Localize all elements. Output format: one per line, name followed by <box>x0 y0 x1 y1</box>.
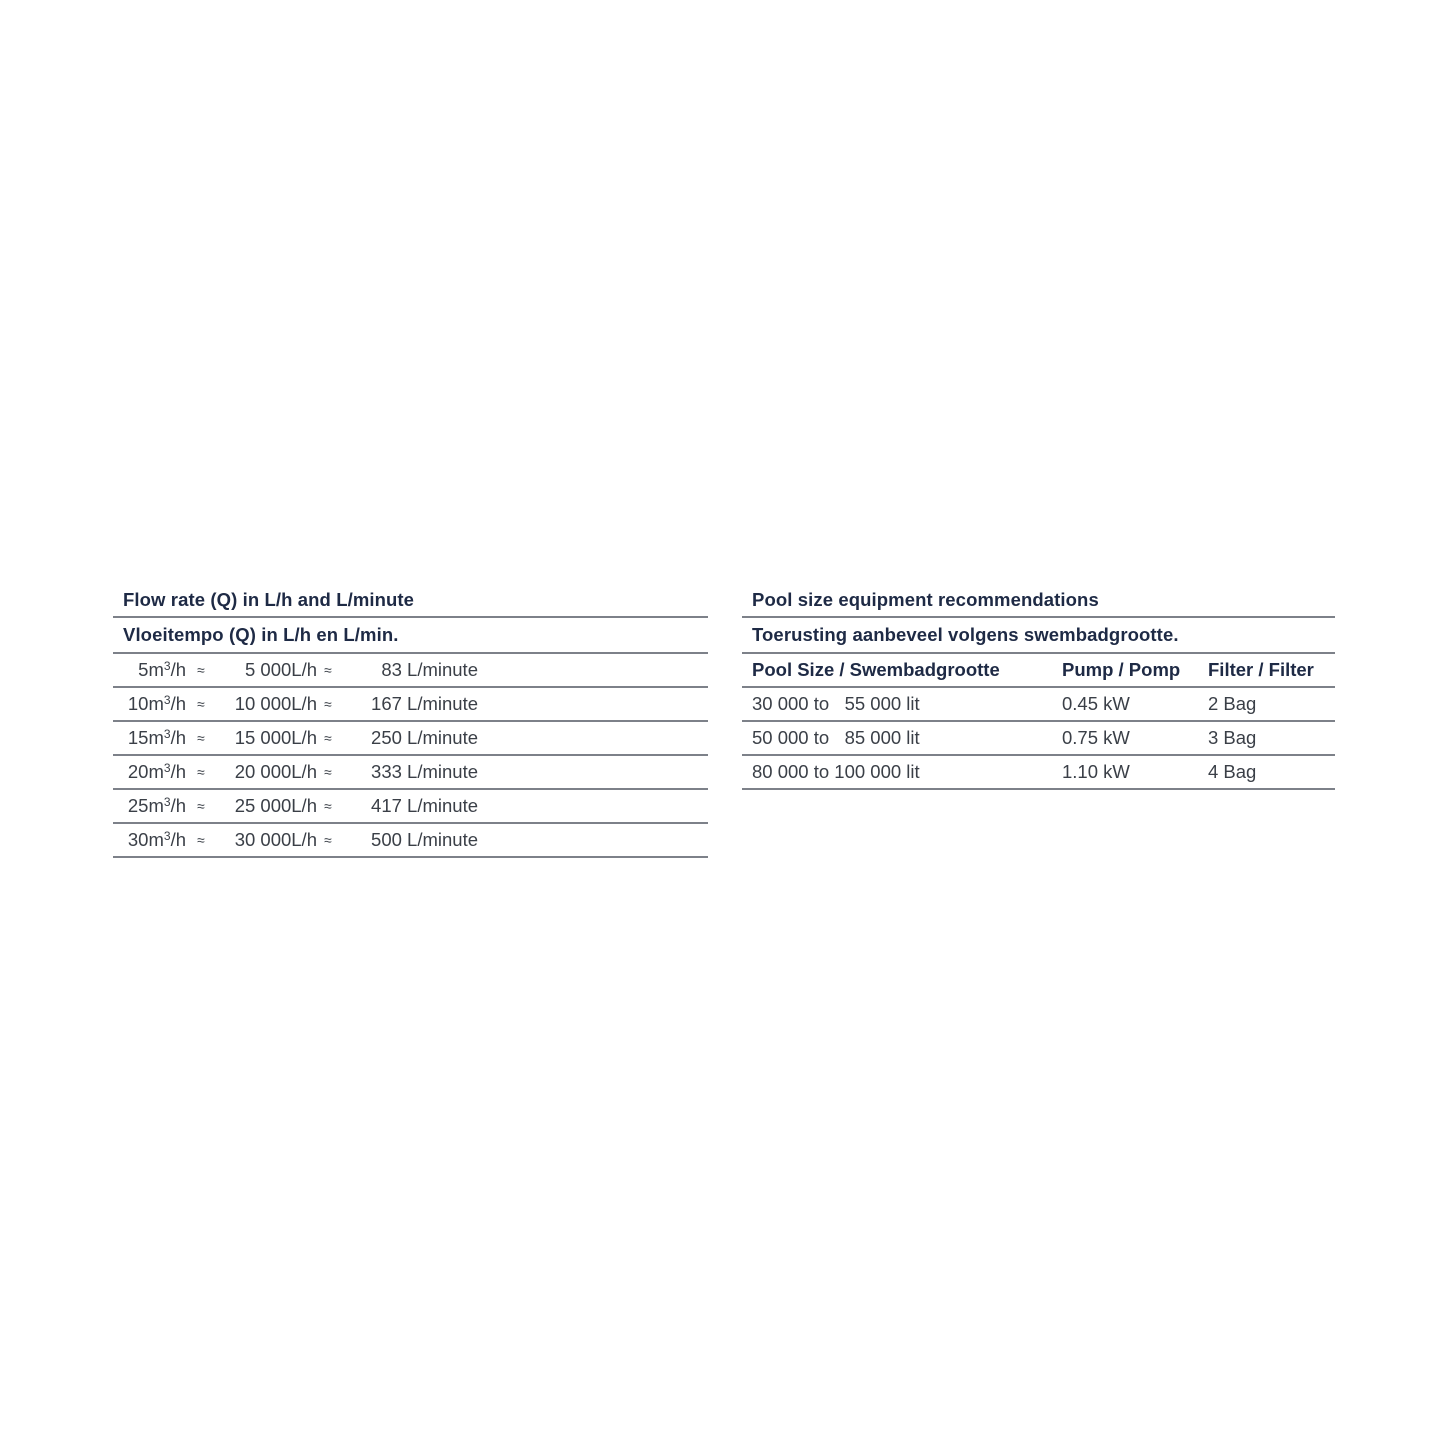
flow-row <box>113 722 708 756</box>
flow-lmin: 250 L/minute <box>371 727 478 748</box>
pool-size-table <box>742 584 1335 790</box>
flow-lh: 25 000L/h <box>234 795 317 816</box>
pool-header-row <box>742 654 1335 688</box>
flow-title-en: Flow rate (Q) in L/h and L/minute <box>123 589 415 610</box>
pool-size: 80 000 to 100 000 lit <box>752 761 920 782</box>
flow-lmin: 417 L/minute <box>371 795 478 816</box>
flow-lh: 15 000L/h <box>234 727 317 748</box>
approx-symbol: ≈ <box>324 730 332 746</box>
flow-m3h: $10m^3/h$ <box>127 693 186 714</box>
flow-m3h: $30m^3/h$ <box>127 829 186 850</box>
pool-filter: 2 Bag <box>1208 693 1257 714</box>
approx-symbol: ≈ <box>324 798 332 814</box>
approx-symbol: ≈ <box>324 764 332 780</box>
flow-row <box>113 824 708 858</box>
header-pump: Pump / Pomp <box>1062 659 1181 680</box>
flow-lmin: 167 L/minute <box>371 693 478 714</box>
approx-symbol: ≈ <box>197 764 205 780</box>
flow-row <box>113 654 708 688</box>
flow-row <box>113 688 708 722</box>
pool-subtitle-row <box>742 618 1335 654</box>
pool-row <box>742 756 1335 790</box>
pool-row <box>742 722 1335 756</box>
pool-filter: 4 Bag <box>1208 761 1257 782</box>
approx-symbol: ≈ <box>197 696 205 712</box>
pool-filter: 3 Bag <box>1208 727 1257 748</box>
flow-title-row <box>113 584 708 618</box>
pool-pump: 0.75 kW <box>1062 727 1130 748</box>
pool-size: 30 000 to 55 000 lit <box>752 693 920 714</box>
approx-symbol: ≈ <box>324 832 332 848</box>
pool-row <box>742 688 1335 722</box>
approx-symbol: ≈ <box>197 662 205 678</box>
header-pool-size: Pool Size / Swembadgrootte <box>752 659 1000 680</box>
flow-lh: 20 000L/h <box>234 761 317 782</box>
flow-lmin: 333 L/minute <box>371 761 478 782</box>
flow-row <box>113 756 708 790</box>
pool-pump: 0.45 kW <box>1062 693 1130 714</box>
approx-symbol: ≈ <box>197 798 205 814</box>
flow-lmin: 83 L/minute <box>381 659 478 680</box>
approx-symbol: ≈ <box>197 730 205 746</box>
flow-lh: 30 000L/h <box>234 829 317 850</box>
pool-size: 50 000 to 85 000 lit <box>752 727 920 748</box>
approx-symbol: ≈ <box>324 696 332 712</box>
header-filter: Filter / Filter <box>1208 659 1314 680</box>
approx-symbol: ≈ <box>324 662 332 678</box>
flow-m3h: $25m^3/h$ <box>127 795 186 816</box>
flow-lh: 5 000L/h <box>244 659 317 680</box>
flow-subtitle-row <box>113 618 708 654</box>
pool-title-af: Toerusting aanbeveel volgens swembadgrootte. <box>752 624 1179 645</box>
flow-lh: 10 000L/h <box>234 693 317 714</box>
flow-lmin: 500 L/minute <box>371 829 478 850</box>
approx-symbol: ≈ <box>197 832 205 848</box>
pool-title-en: Pool size equipment recommendations <box>752 589 1099 610</box>
flow-m3h: $5m^3/h$ <box>138 659 186 680</box>
pool-title-row <box>742 584 1335 618</box>
pool-pump: 1.10 kW <box>1062 761 1130 782</box>
flow-m3h: $15m^3/h$ <box>127 727 186 748</box>
flow-rate-table <box>113 584 708 858</box>
flow-m3h: $20m^3/h$ <box>127 761 186 782</box>
flow-row <box>113 790 708 824</box>
flow-title-af: Vloeitempo (Q) in L/h en L/min. <box>123 624 399 645</box>
